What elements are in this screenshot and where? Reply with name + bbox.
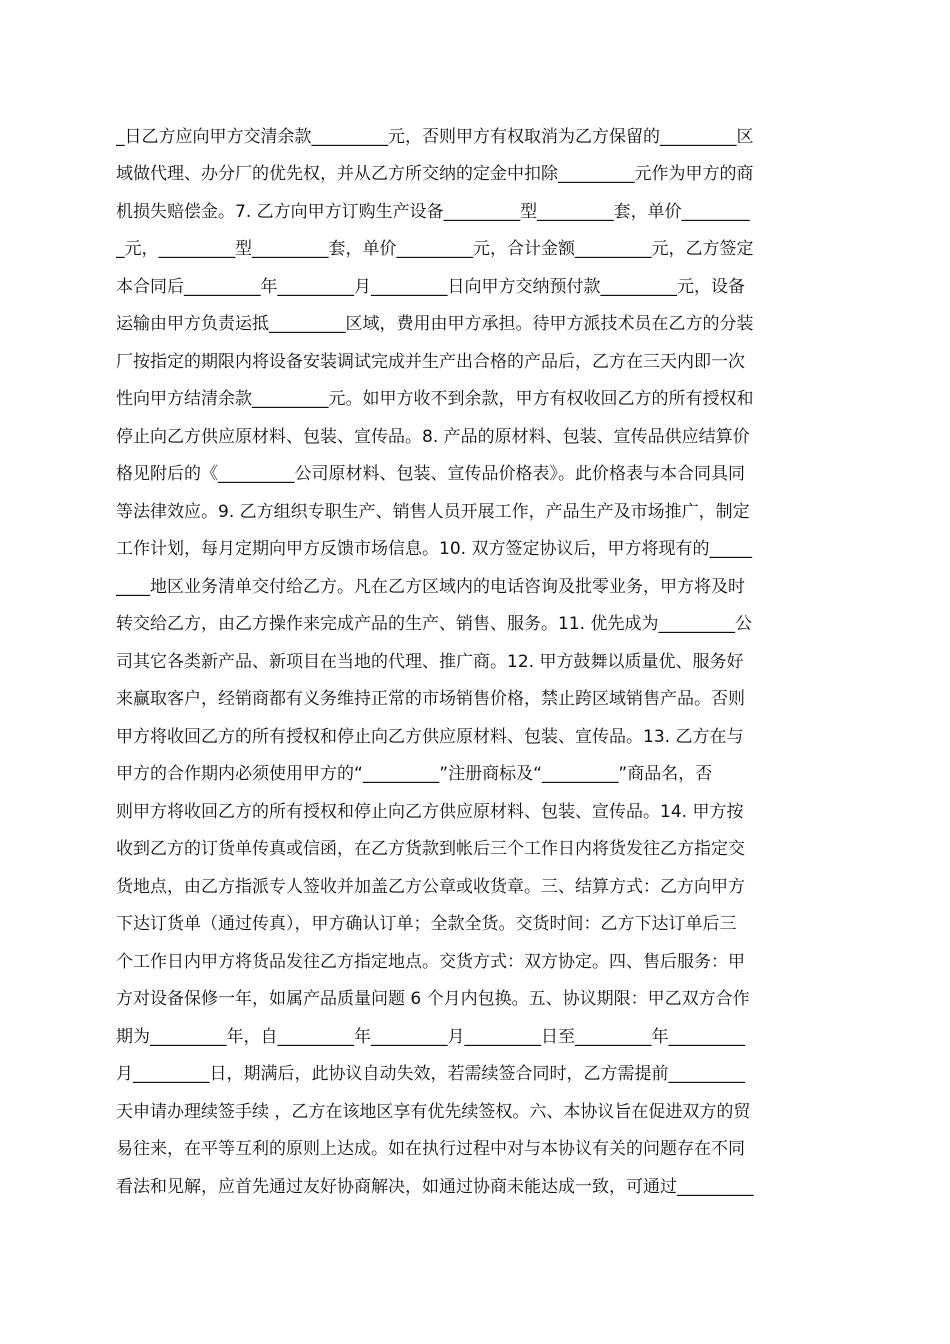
text-line: 甲方将收回乙方的所有授权和停止向乙方供应原材料、包装、宣传品。13. 乙方在与	[116, 727, 744, 747]
text-line: 个工作日内甲方将货品发往乙方指定地点。交货方式：双方协定。四、售后服务：甲	[116, 952, 745, 972]
text-line: 机损失赔偿金。7. 乙方向甲方订购生产设备_________型_________套，单价________	[116, 202, 750, 222]
text-line: 易往来，在平等互利的原则上达成。如在执行过程中对与本协议有关的问题存在不同	[116, 1139, 745, 1159]
text-line: 方对设备保修一年，如属产品质量问题 6 个月内包换。五、协议期限：甲乙双方合作	[116, 989, 750, 1009]
text-line: 司其它各类新产品、新项目在当地的代理、推广商。12. 甲方鼓舞以质量优、服务好	[116, 652, 744, 672]
text-line: _日乙方应向甲方交清余款_________元，否则甲方有权取消为乙方保留的_________区	[116, 127, 754, 147]
text-line: 厂按指定的期限内将设备安装调试完成并生产出合格的产品后，乙方在三天内即一次	[116, 352, 745, 372]
text-line: 性向甲方结清余款_________元。如甲方收不到余款，甲方有权收回乙方的所有授权和	[116, 389, 754, 409]
text-line: 期为_________年，自_________年_________月_________日至_________年_________	[116, 1027, 745, 1047]
text-line: 本合同后_________年_________月_________日向甲方交纳预付款_________元，设备	[116, 277, 745, 297]
text-line: 收到乙方的订货单传真或信函，在乙方货款到帐后三个工作日内将货发往乙方指定交	[116, 839, 745, 859]
text-line: 来赢取客户，经销商都有义务维持正常的市场销售价格，禁止跨区域销售产品。否则	[116, 689, 745, 709]
text-line: 则甲方将收回乙方的所有授权和停止向乙方供应原材料、包装、宣传品。14. 甲方按	[116, 802, 744, 822]
text-line: 月_________日，期满后，此协议自动失效，若需续签合同时，乙方需提前_________	[116, 1064, 745, 1084]
text-line: 甲方的合作期内必须使用甲方的“_________”注册商标及“_________”商品名，否	[116, 764, 713, 784]
text-line: 货地点，由乙方指派专人签收并加盖乙方公章或收货章。三、结算方式：乙方向甲方	[116, 877, 745, 897]
text-line: 域做代理、办分厂的优先权，并从乙方所交纳的定金中扣除_________元作为甲方的商	[116, 164, 754, 184]
text-line: 看法和见解，应首先通过友好协商解决，如通过协商未能达成一致，可通过_________	[116, 1177, 754, 1197]
text-line: 运输由甲方负责运抵_________区域，费用由甲方承担。待甲方派技术员在乙方的分装	[116, 314, 754, 334]
text-line: 下达订货单（通过传真），甲方确认订单；全款全货。交货时间：乙方下达订单后三	[116, 914, 737, 934]
text-line: 转交给乙方，由乙方操作来完成产品的生产、销售、服务。11. 优先成为_________公	[116, 614, 752, 634]
text-line: 工作计划，每月定期向甲方反馈市场信息。10. 双方签定协议后，甲方将现有的_____	[116, 539, 752, 559]
text-line: _元，_________型_________套，单价_________元，合计金额_________元，乙方签定	[116, 239, 754, 259]
text-line: 格见附后的《_________公司原材料、包装、宣传品价格表》。此价格表与本合同具同	[116, 464, 745, 484]
text-line: 停止向乙方供应原材料、包装、宣传品。8. 产品的原材料、包装、宣传品供应结算价	[116, 427, 750, 447]
text-line: ____地区业务清单交付给乙方。凡在乙方区域内的电话咨询及批零业务，甲方将及时	[116, 577, 745, 597]
text-line: 等法律效应。9. 乙方组织专职生产、销售人员开展工作，产品生产及市场推广，制定	[116, 502, 750, 522]
text-line: 天申请办理续签手续 ，乙方在该地区享有优先续签权。六、本协议旨在促进双方的贸	[116, 1102, 751, 1122]
